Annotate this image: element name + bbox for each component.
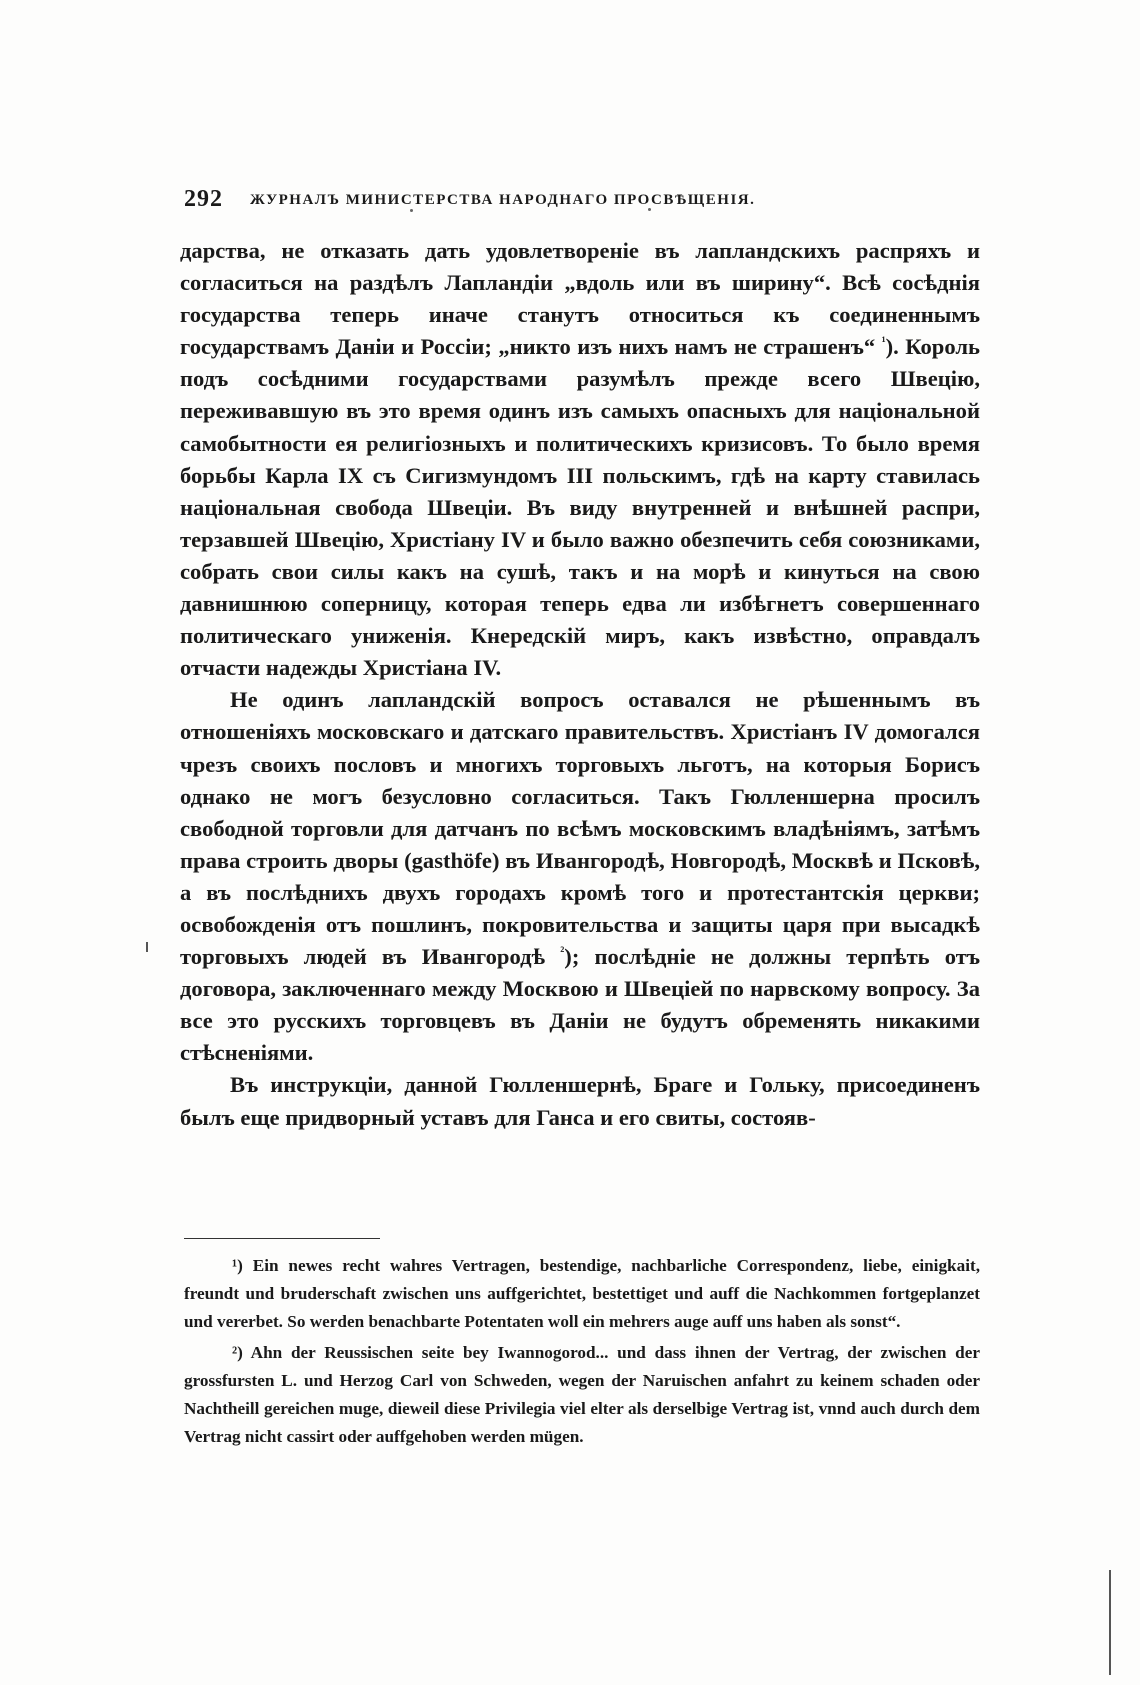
footnote-2: ²) Ahn der Reussischen seite bey Iwannogorod... und dass ihnen der Vertrag, der zwischen der grossfursten L. und Herzog Carl von Schweden, wegen der Naruischen anfahrt zu keinem schaden oder Nachtheill gereichen muge, dieweil diese Privilegia viel elter als derselbige Vertrag ist, vnnd auch durch dem Vertrag nicht cassirt oder auffgehoben werden mügen. — [184, 1343, 980, 1446]
margin-mark — [146, 942, 148, 952]
footnote-ref-2: ² — [560, 943, 565, 959]
page-number: 292 — [184, 186, 223, 212]
footnote-divider — [184, 1238, 380, 1239]
footnotes — [184, 1252, 980, 1455]
scan-edge-line — [1109, 1570, 1111, 1675]
page-header — [184, 186, 984, 216]
print-speck — [648, 208, 651, 211]
running-title: ЖУРНАЛЪ МИНИСТЕРСТВА НАРОДНАГО ПРОСВѢЩЕНІЯ. — [250, 192, 756, 208]
footnote-ref-1: ¹ — [881, 333, 886, 349]
paragraph-1: дарства, не отказать дать удовлетвореніе въ лапландскихъ распряхъ и согласиться на раздѣлъ Лапландіи „вдоль или въ ширину“. Всѣ сосѣднія государства теперь иначе станутъ относиться къ соединеннымъ государствамъ Даніи и Россіи; „никто изъ нихъ намъ не страшенъ“ $^{^1}$). Король подъ сосѣдними государствами разумѣлъ прежде всего Швецію, переживавшую въ это время одинъ изъ самыхъ опасныхъ для національной самобытности ея религіозныхъ и политическихъ кризисовъ. То было время борьбы Карла IX съ Сигизмундомъ III польскимъ, гдѣ на карту ставилась національная свобода Швеціи. Въ виду внутренней и внѣшней распри, терзавшей Швецію, Христіану IV и было важно обезпечить себя союзниками, собрать свои силы какъ на сушѣ, такъ и на морѣ и кинуться на свою давнишнюю соперницу, которая теперь едва ли избѣгнетъ совершеннаго политическаго униженія. Кнередскій миръ, какъ извѣстно, оправдалъ отчасти надежды Христіана IV. — [180, 238, 980, 681]
print-speck — [410, 209, 413, 212]
footnote-1: ¹) Ein newes recht wahres Vertragen, bestendige, nachbarliche Correspondenz, liebe, einigkait, freundt und bruderschaft zwischen uns auffgerichtet, bestettiget und auff die Nachkommen fortgeplanzet und vererbet. So werden benachbarte Potentaten woll ein mehrers auge auff uns haben als sonst“. — [184, 1256, 980, 1331]
paragraph-3: Въ инструкціи, данной Гюлленшернѣ, Браге и Гольку, присоединенъ былъ еще придворный уставъ для Ганса и его свиты, состояв- — [180, 1072, 980, 1130]
main-text — [180, 235, 980, 1134]
paragraph-2: Не одинъ лапландскій вопросъ оставался не рѣшеннымъ въ отношеніяхъ московскаго и датскаго правительствъ. Христіанъ IV домогался чрезъ своихъ пословъ и многихъ торговыхъ льготъ, на которыя Борисъ однако не могъ безусловно согласиться. Такъ Гюлленшерна просилъ свободной торговли для датчанъ по всѣмъ московскимъ владѣніямъ, затѣмъ права строить дворы (gasthöfe) въ Ивангородѣ, Новгородѣ, Москвѣ и Псковѣ, а въ послѣднихъ двухъ городахъ кромѣ того и протестантскія церкви; освобожденія отъ пошлинъ, покровительства и защиты царя при высадкѣ торговыхъ людей въ Ивангородѣ $^{^2}$); послѣдніе не должны терпѣть отъ договора, заключеннаго между Москвою и Швеціей по нарвскому вопросу. За все это русскихъ торговцевъ въ Даніи не будутъ обременять никакими стѣсненіями. — [180, 687, 981, 1066]
